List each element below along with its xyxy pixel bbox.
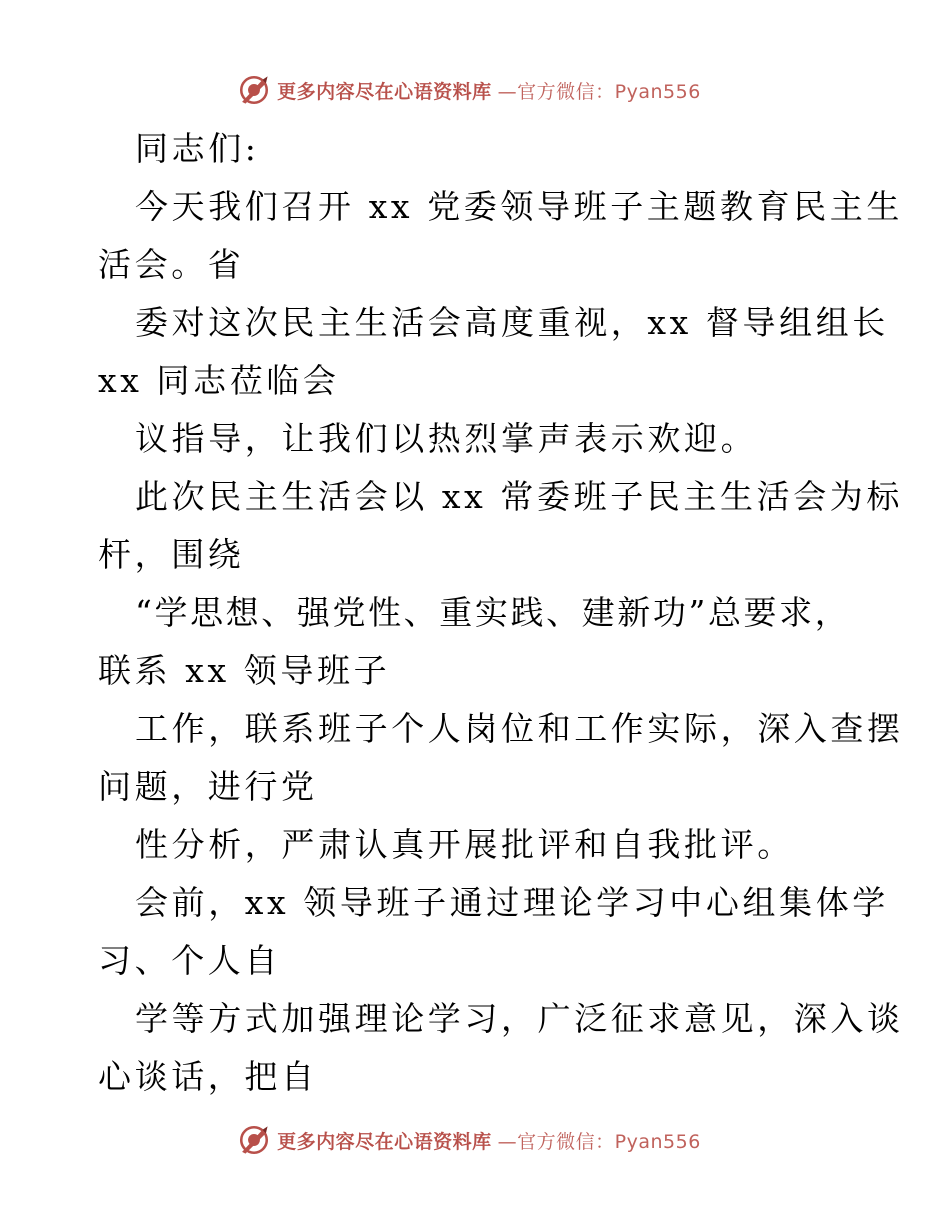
watermark-main-text: 更多内容尽在心语资料库	[277, 1130, 492, 1153]
pen-logo-icon	[237, 73, 271, 107]
text-line: 议指导，让我们以热烈掌声表示欢迎。	[135, 419, 758, 458]
watermark-group	[237, 73, 701, 107]
text-line: 心谈话，把自	[98, 1057, 318, 1096]
footer-watermark-banner	[0, 1120, 950, 1160]
watermark-group	[237, 1123, 701, 1157]
pen-logo-icon	[237, 1123, 271, 1157]
text-line: 杆，围绕	[98, 535, 245, 574]
text-line: 会前，xx 领导班子通过理论学习中心组集体学	[135, 883, 889, 922]
text-line: 同志们:	[135, 129, 260, 168]
text-line: 今天我们召开 xx 党委领导班子主题教育民主生	[135, 187, 904, 226]
watermark-main-text: 更多内容尽在心语资料库	[277, 80, 492, 103]
header-watermark-banner	[0, 70, 950, 110]
watermark-contact-text: —官方微信：Pyan556	[497, 80, 701, 103]
text-line: 活会。省	[98, 245, 245, 284]
text-line: 学等方式加强理论学习，广泛征求意见，深入谈	[135, 999, 904, 1038]
text-line: 此次民主生活会以 xx 常委班子民主生活会为标	[135, 477, 904, 516]
text-line: xx 同志莅临会	[98, 361, 340, 400]
watermark-contact-text: —官方微信：Pyan556	[497, 1130, 701, 1153]
text-line: 习、个人自	[98, 941, 281, 980]
text-line: 联系 xx 领导班子	[98, 651, 391, 690]
text-line: 性分析，严肃认真开展批评和自我批评。	[135, 825, 794, 864]
text-line: “学思想、强党性、重实践、建新功”总要求，	[135, 593, 851, 632]
text-line: 委对这次民主生活会高度重视，xx 督导组组长	[135, 303, 889, 342]
text-line: 问题，进行党	[98, 767, 318, 806]
text-line: 工作，联系班子个人岗位和工作实际，深入查摆	[135, 709, 904, 748]
